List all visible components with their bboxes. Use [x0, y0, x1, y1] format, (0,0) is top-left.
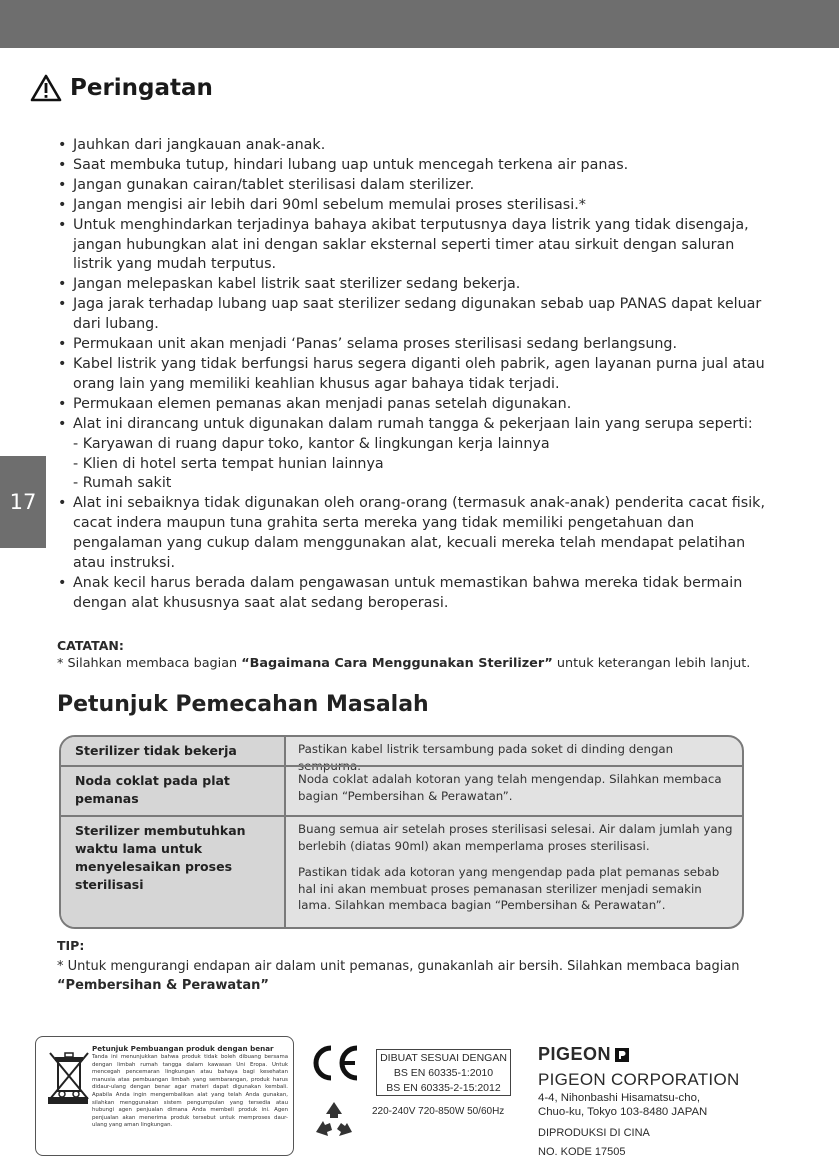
product-code: NO. KODE 17505	[538, 1146, 626, 1158]
recycle-icon	[312, 1098, 356, 1142]
power-rating: 220-240V 720-850W 50/60Hz	[372, 1106, 505, 1117]
disposal-bar	[48, 1097, 88, 1104]
solution-cell	[288, 817, 742, 929]
list-item: • Jangan mengisi air lebih dari 90ml sebelum memulai proses sterilisasi.*	[57, 196, 777, 216]
warning-list	[57, 136, 777, 614]
note-label: CATATAN:	[57, 638, 124, 653]
solution-text: Noda coklat adalah kotoran yang telah mengendap. Silahkan membaca bagian “Pembersihan & Perawatan”.	[298, 772, 722, 803]
note-text	[57, 656, 787, 671]
note-prefix: * Silahkan membaca bagian	[57, 656, 242, 671]
list-item-with-subitems	[57, 415, 777, 495]
list-item: • Anak kecil harus berada dalam pengawasan untuk memastikan bahwa mereka tidak bermain dengan alat khususnya saat alat sedang beroperasi.	[57, 574, 777, 614]
warning-heading	[30, 74, 213, 102]
made-in: DIPRODUKSI DI CINA	[538, 1127, 650, 1139]
ce-mark-icon	[307, 1044, 361, 1082]
list-item: • Saat membuka tutup, hindari lubang uap untuk mencegah terkena air panas.	[57, 156, 777, 176]
tip-emphasis: “Pembersihan & Perawatan”	[57, 978, 269, 993]
tip-body: * Untuk mengurangi endapan air dalam unit pemanas, gunakanlah air bersih. Silahkan membaca bagian	[57, 959, 740, 974]
sub-item: - Rumah sakit	[73, 475, 172, 492]
list-item: • Jauhkan dari jangkauan anak-anak.	[57, 136, 777, 156]
page-number-tab	[0, 456, 46, 548]
warning-title: Peringatan	[70, 75, 213, 101]
disposal-title: Petunjuk Pembuangan produk dengan benar	[92, 1044, 274, 1053]
list-item: • Permukaan elemen pemanas akan menjadi panas setelah digunakan.	[57, 395, 777, 415]
solution-cell	[288, 737, 742, 773]
list-item: • Kabel listrik yang tidak berfungsi harus segera diganti oleh pabrik, agen layanan purna jual atau orang lain yang memiliki keahlian khusus agar bahaya tidak terjadi.	[57, 355, 777, 395]
conformity-box	[376, 1049, 511, 1096]
tip-text	[57, 957, 777, 995]
solution-text: Pastikan tidak ada kotoran yang mengendap pada plat pemanas sebab hal ini akan membuat proses pemanasan sterilizer menjadi semakin lama. Silahkan membaca bagian “Pembersihan & Perawatan”.	[298, 865, 720, 912]
list-item: • Alat ini sebaiknya tidak digunakan oleh orang-orang (termasuk anak-anak) penderita cacat fisik, cacat indera maupun tuna grahita serta mereka yang tidak memiliki pengetahuan dan pengalaman yang cukup dalam menggunakan alat, kecuali mereka telah mendapat pelatihan atau instruksi.	[57, 494, 777, 574]
pigeon-logo-icon	[614, 1047, 630, 1063]
brand-name: PIGEON	[538, 1044, 612, 1064]
troubleshooting-title: Petunjuk Pemecahan Masalah	[57, 692, 429, 717]
solution-text: Buang semua air setelah proses sterilisasi selesai. Air dalam jumlah yang berlebih (diatas 90ml) akan memperlama proses sterilisasi.	[298, 822, 733, 853]
list-item: • Jaga jarak terhadap lubang uap saat sterilizer sedang digunakan sebab uap PANAS dapat keluar dari lubang.	[57, 295, 777, 335]
warning-triangle-icon	[30, 74, 62, 102]
solution-text: Pastikan kabel listrik tersambung pada soket di dinding dengan sempurna.	[298, 742, 674, 773]
list-item: • Jangan gunakan cairan/tablet sterilisasi dalam sterilizer.	[57, 176, 777, 196]
list-item: • Jangan melepaskan kabel listrik saat sterilizer sedang bekerja.	[57, 275, 777, 295]
disposal-text: Tanda ini menunjukkan bahwa produk tidak boleh dibuang bersama dengan limbah rumah tangga dalam kawasan Uni Eropa. Untuk mencegah pencemaran lingkungan atau bahaya bagi kesehatan manusia atas pembuangan limbah yang sembarangan, produk harus didaur-ulang dengan benar agar materi dapat digunakan kembali. Apabila Anda ingin mengembalikan alat yang telah Anda gunakan, silahkan menggunakan sistem pengumpulan yang tersedia atau hubungi agen penjualan dimana Anda membeli produk ini. Agen penjualan akan menerima produk tersebut untuk memproses daur-ulang yang aman lingkungan.	[92, 1054, 288, 1129]
sub-item: - Karyawan di ruang dapur toko, kantor & lingkungan kerja lainnya	[73, 435, 550, 452]
note-emphasis: “Bagaimana Cara Menggunakan Sterilizer”	[241, 656, 553, 671]
list-item-text: Alat ini dirancang untuk digunakan dalam rumah tangga & pekerjaan lain yang serupa seperti:	[73, 415, 753, 432]
note-suffix: untuk keterangan lebih lanjut.	[552, 656, 751, 671]
tip-label: TIP:	[57, 938, 85, 953]
brand-logo	[538, 1044, 630, 1065]
address-line: Chuo-ku, Tokyo 103-8480 JAPAN	[538, 1106, 708, 1118]
table-row	[61, 815, 742, 929]
conformity-line: DIBUAT SESUAI DENGAN	[380, 1052, 507, 1064]
solution-cell	[288, 767, 742, 815]
company-name: PIGEON CORPORATION	[538, 1070, 740, 1089]
sub-item: - Klien di hotel serta tempat hunian lainnya	[73, 455, 384, 472]
table-row	[61, 765, 742, 815]
conformity-line: BS EN 60335-2-15:2012	[386, 1082, 501, 1094]
problem-cell: Sterilizer tidak bekerja	[61, 737, 286, 765]
top-header-bar	[0, 0, 839, 48]
table-row	[61, 737, 742, 773]
problem-cell: Noda coklat pada plat pemanas	[61, 767, 286, 815]
problem-cell: Sterilizer membutuhkan waktu lama untuk menyelesaikan proses sterilisasi	[61, 817, 286, 929]
address-line: 4-4, Nihonbashi Hisamatsu-cho,	[538, 1092, 701, 1104]
list-item: • Permukaan unit akan menjadi ‘Panas’ selama proses sterilisasi sedang berlangsung.	[57, 335, 777, 355]
page-number: 17	[9, 490, 37, 514]
list-item: • Untuk menghindarkan terjadinya bahaya akibat terputusnya daya listrik yang tidak disengaja, jangan hubungkan alat ini dengan saklar eksternal seperti timer atau sirkuit dengan saluran listrik yang mudah terputus.	[57, 216, 777, 276]
disposal-info-box	[35, 1036, 294, 1156]
company-address	[538, 1091, 707, 1119]
conformity-line: BS EN 60335-1:2010	[393, 1067, 494, 1079]
troubleshooting-table	[59, 735, 744, 929]
